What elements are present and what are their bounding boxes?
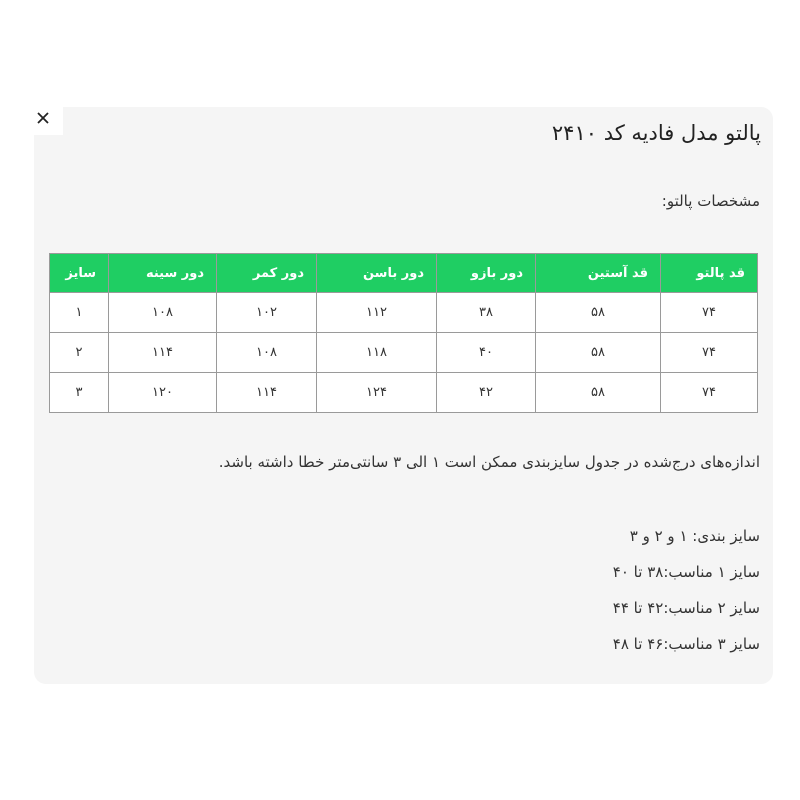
table-cell: ۱۲۰ <box>109 373 217 413</box>
table-cell: ۱۲۴ <box>317 373 437 413</box>
table-cell: ۱۰۲ <box>217 293 317 333</box>
header-coat-length: قد پالتو <box>661 254 758 293</box>
table-cell: ۲ <box>50 333 109 373</box>
close-button[interactable] <box>22 100 63 135</box>
specs-label: مشخصات پالتو: <box>661 192 760 210</box>
table-cell: ۱۱۸ <box>317 333 437 373</box>
table-cell: ۵۸ <box>536 293 661 333</box>
measurement-note: اندازه‌های درج‌شده در جدول سایزبندی ممکن است ۱ الی ۳ سانتی‌متر خطا داشته باشد. <box>218 453 760 471</box>
table-cell: ۱۰۸ <box>217 333 317 373</box>
product-size-modal <box>34 107 773 684</box>
table-cell: ۷۴ <box>661 373 758 413</box>
size-1-fit-line: سایز ۱ مناسب:۳۸ تا ۴۰ <box>612 563 760 581</box>
header-chest-circumference: دور سینه <box>109 254 217 293</box>
size-guide <box>613 527 760 671</box>
table-cell: ۵۸ <box>536 373 661 413</box>
size-2-fit-line: سایز ۲ مناسب:۴۲ تا ۴۴ <box>612 599 760 617</box>
product-title: پالتو مدل فادیه کد ۲۴۱۰ <box>551 121 761 145</box>
close-icon[interactable] <box>37 112 49 124</box>
table-cell: ۴۲ <box>437 373 536 413</box>
table-cell: ۷۴ <box>661 293 758 333</box>
size-3-fit-line: سایز ۳ مناسب:۴۶ تا ۴۸ <box>612 635 760 653</box>
table-cell: ۱۱۴ <box>217 373 317 413</box>
size-table <box>49 253 758 413</box>
table-row <box>50 333 758 373</box>
header-waist-circumference: دور کمر <box>217 254 317 293</box>
table-cell: ۵۸ <box>536 333 661 373</box>
table-cell: ۱۰۸ <box>109 293 217 333</box>
table-cell: ۳ <box>50 373 109 413</box>
table-cell: ۱۱۴ <box>109 333 217 373</box>
table-cell: ۳۸ <box>437 293 536 333</box>
table-cell: ۱۱۲ <box>317 293 437 333</box>
header-sleeve-length: قد آستین <box>536 254 661 293</box>
table-header-row <box>50 254 758 293</box>
size-range-line: سایز بندی: ۱ و ۲ و ۳ <box>629 527 760 545</box>
table-row <box>50 293 758 333</box>
table-cell: ۱ <box>50 293 109 333</box>
header-hip-circumference: دور باسن <box>317 254 437 293</box>
table-cell: ۷۴ <box>661 333 758 373</box>
table-cell: ۴۰ <box>437 333 536 373</box>
table-row <box>50 373 758 413</box>
header-arm-circumference: دور بازو <box>437 254 536 293</box>
header-size: سایز <box>50 254 109 293</box>
